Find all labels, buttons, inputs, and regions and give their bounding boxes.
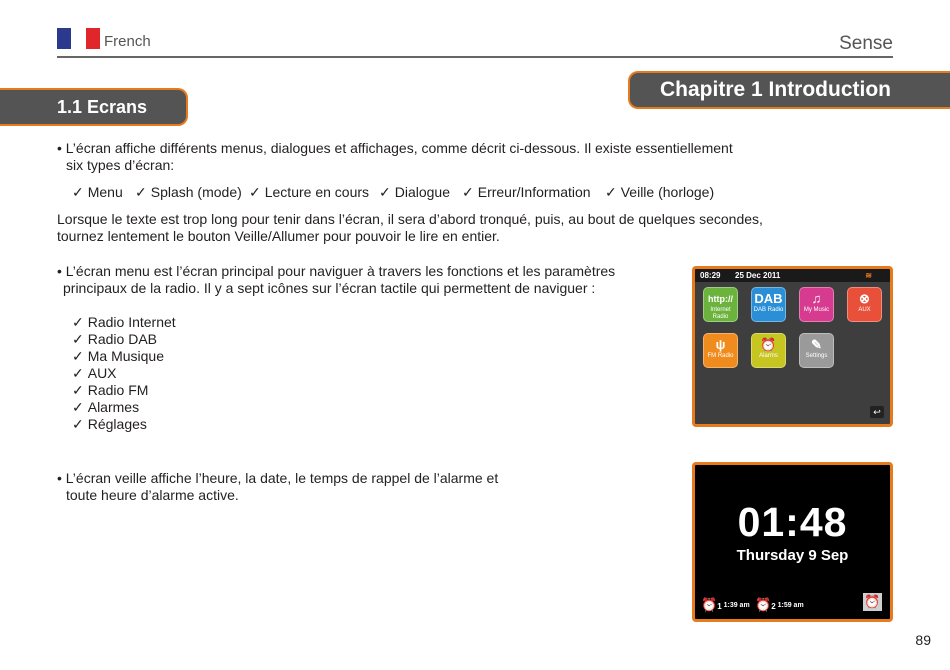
wifi-icon: ≋: [865, 271, 872, 280]
alarm-2: [755, 597, 804, 613]
aux-icon: ⊗: [859, 291, 870, 306]
alarm-1-time: 1:39 am: [723, 601, 750, 609]
menu-list-item: ✓ Alarmes: [72, 399, 140, 415]
check-icon: ✓: [135, 184, 147, 200]
tile-label: DAB Radio: [753, 307, 784, 313]
menu-list-item: ✓ AUX: [72, 365, 117, 381]
check-icon: ✓: [72, 416, 84, 432]
screen-type-item: ✓ Menu: [72, 184, 123, 200]
alarm-clock-icon: ⏰: [755, 597, 772, 612]
menu-screen-date: 25 Dec 2011: [735, 271, 781, 280]
section-banner: 1.1 Ecrans: [0, 88, 188, 126]
flag-white: [71, 28, 85, 49]
menu-list-item: ✓ Radio Internet: [72, 314, 176, 330]
intro-line-1: • L’écran affiche différents menus, dialogues et affichages, comme décrit ci-dessous. Il existe essentiellement: [57, 140, 733, 156]
long-text-paragraph: [57, 211, 763, 245]
alarm-1-index: 1: [717, 602, 722, 612]
alarm-1: [701, 597, 750, 613]
screen-type-item: ✓ Lecture en cours: [249, 184, 370, 200]
tile-my-music[interactable]: [799, 287, 834, 322]
check-icon: ✓: [462, 184, 474, 200]
menu-items-list: [72, 314, 176, 433]
menu-line-1: • L’écran menu est l’écran principal pour naviguer à travers les fonctions et les paramètres: [57, 263, 616, 279]
screen-type-item: ✓ Dialogue: [379, 184, 450, 200]
back-arrow-icon[interactable]: ↩: [870, 406, 884, 418]
clock-date: Thursday 9 Sep: [736, 547, 849, 564]
alarm-clock-icon: ⏰: [760, 337, 777, 352]
header-rule: [57, 56, 893, 58]
menu-screen-time: 08:29: [700, 271, 721, 280]
tile-label: Alarms: [759, 353, 778, 359]
standby-line-2: toute heure d’alarme active.: [66, 487, 239, 503]
standby-line-1: • L’écran veille affiche l’heure, la date, le temps de rappel de l’alarme et: [57, 470, 499, 486]
tile-label: My Music: [803, 307, 830, 313]
french-flag: [57, 28, 100, 49]
chapter-banner: Chapitre 1 Introduction: [628, 71, 950, 109]
menu-line-2: principaux de la radio. Il y a sept icônes sur l’écran tactile qui permettent de naviguer :: [63, 280, 596, 296]
flag-red: [86, 28, 100, 49]
menu-list-item: ✓ Réglages: [72, 416, 147, 432]
screen-type-item: ✓ Erreur/Information: [462, 184, 591, 200]
menu-screen-statusbar: [695, 269, 890, 282]
check-icon: ✓: [72, 348, 84, 364]
alarm-2-time: 1:59 am: [777, 601, 804, 609]
check-icon: ✓: [72, 365, 84, 381]
tile-label: Settings: [805, 353, 828, 359]
wrench-icon: ✎: [811, 337, 822, 352]
long-text-line-2: tournez lentement le bouton Veille/Allumer pour pouvoir le lire en entier.: [57, 228, 500, 244]
check-icon: ✓: [72, 399, 84, 415]
menu-screen-image: [692, 266, 893, 427]
standby-paragraph: [57, 470, 498, 504]
check-icon: ✓: [249, 184, 261, 200]
intro-paragraph: [57, 140, 733, 174]
check-icon: ✓: [605, 184, 617, 200]
check-icon: ✓: [72, 382, 84, 398]
tile-dab-radio[interactable]: [751, 287, 786, 322]
tile-alarms[interactable]: [751, 333, 786, 368]
tile-label: AUX: [858, 307, 871, 313]
dab-icon: DAB: [754, 291, 783, 306]
menu-list-item: ✓ Radio DAB: [72, 331, 157, 347]
music-note-icon: ♫: [811, 291, 822, 306]
alarm-clock-icon: ⏰: [701, 597, 718, 612]
page-number: 89: [915, 632, 931, 648]
antenna-icon: ψ: [715, 337, 726, 352]
tile-aux[interactable]: [847, 287, 882, 322]
flag-blue: [57, 28, 71, 49]
clock-screen-image: [692, 462, 893, 622]
snooze-alarm-icon[interactable]: ⏰: [864, 594, 881, 609]
screen-type-item: ✓ Splash (mode): [135, 184, 242, 200]
alarm-2-index: 2: [771, 602, 776, 612]
menu-list-item: ✓ Radio FM: [72, 382, 149, 398]
globe-icon: http://: [708, 294, 733, 304]
check-icon: ✓: [379, 184, 391, 200]
menu-list-item: ✓ Ma Musique: [72, 348, 164, 364]
tile-label: Internet Radio: [710, 307, 731, 320]
check-icon: ✓: [72, 314, 84, 330]
clock-time: 01:48: [737, 499, 848, 545]
tile-internet-radio[interactable]: [703, 287, 738, 322]
check-icon: ✓: [72, 331, 84, 347]
menu-paragraph: [57, 263, 615, 297]
check-icon: ✓: [72, 184, 84, 200]
tile-fm-radio[interactable]: [703, 333, 738, 368]
brand-label: Sense: [839, 33, 893, 54]
tile-label: FM Radio: [707, 353, 734, 359]
long-text-line-1: Lorsque le texte est trop long pour tenir dans l’écran, il sera d’abord tronqué, puis, au bout de quelques secondes,: [57, 211, 763, 227]
tile-settings[interactable]: [799, 333, 834, 368]
intro-line-2: six types d’écran:: [66, 157, 175, 173]
screen-type-item: ✓ Veille (horloge): [605, 184, 715, 200]
language-label: French: [104, 33, 151, 50]
